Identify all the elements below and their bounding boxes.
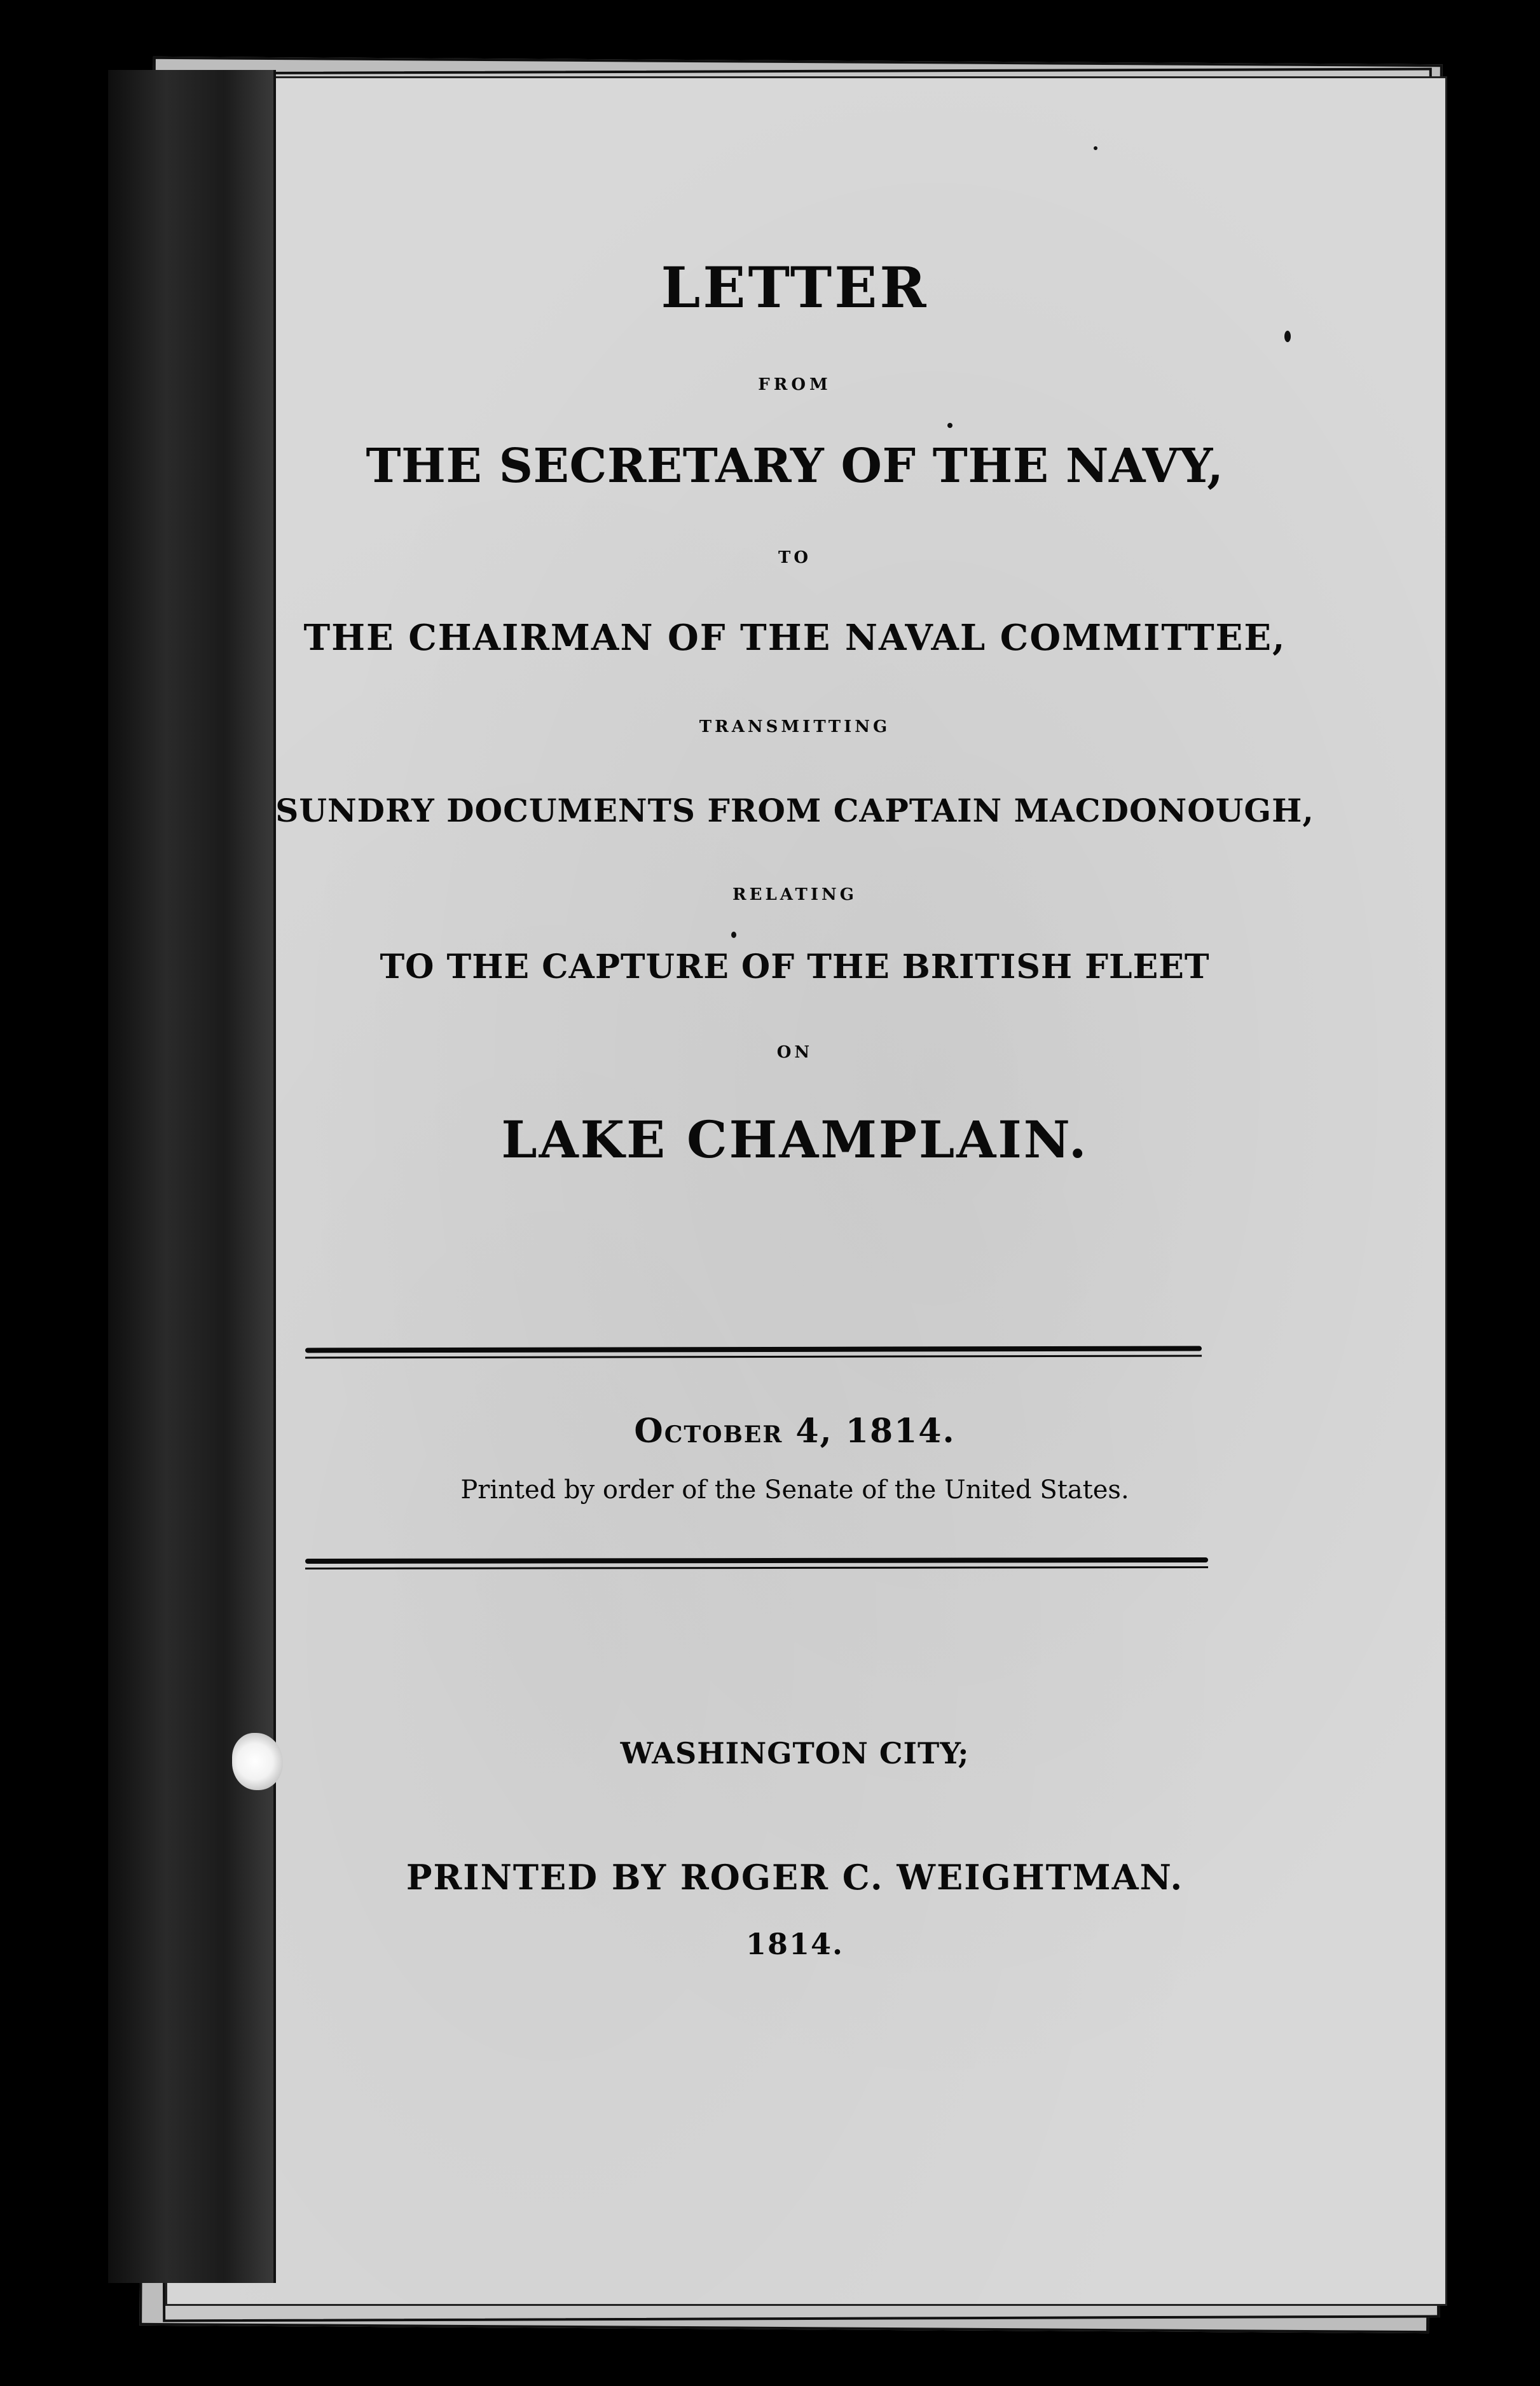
ink-speck [731,932,736,938]
heading-capture: TO THE CAPTURE OF THE BRITISH FLEET [380,948,1210,986]
heading-letter: LETTER [661,254,929,321]
publication-date: October 4, 1814. [634,1412,956,1451]
heading-sundry-documents: SUNDRY DOCUMENTS FROM CAPTAIN MACDONOUGH, [275,792,1314,829]
connector-transmitting: TRANSMITTING [699,717,891,736]
book-binding [108,70,276,2283]
ink-speck [1284,331,1291,342]
ink-speck [1094,146,1097,150]
imprint-year: 1814. [745,1927,844,1961]
connector-on: ON [776,1043,813,1062]
connector-relating: RELATING [732,885,857,904]
title-page [165,76,1447,2306]
imprint-city: WASHINGTON CITY; [620,1736,970,1770]
heading-secretary: THE SECRETARY OF THE NAVY, [366,439,1224,493]
connector-to: TO [778,548,811,567]
ink-speck [947,423,952,428]
heading-chairman: THE CHAIRMAN OF THE NAVAL COMMITTEE, [303,617,1286,659]
imprint-printer: PRINTED BY ROGER C. WEIGHTMAN. [406,1857,1184,1898]
printed-order-note: Printed by order of the Senate of the United States. [460,1475,1129,1505]
heading-lake-champlain: LAKE CHAMPLAIN. [501,1110,1089,1169]
connector-from: FROM [758,375,832,394]
